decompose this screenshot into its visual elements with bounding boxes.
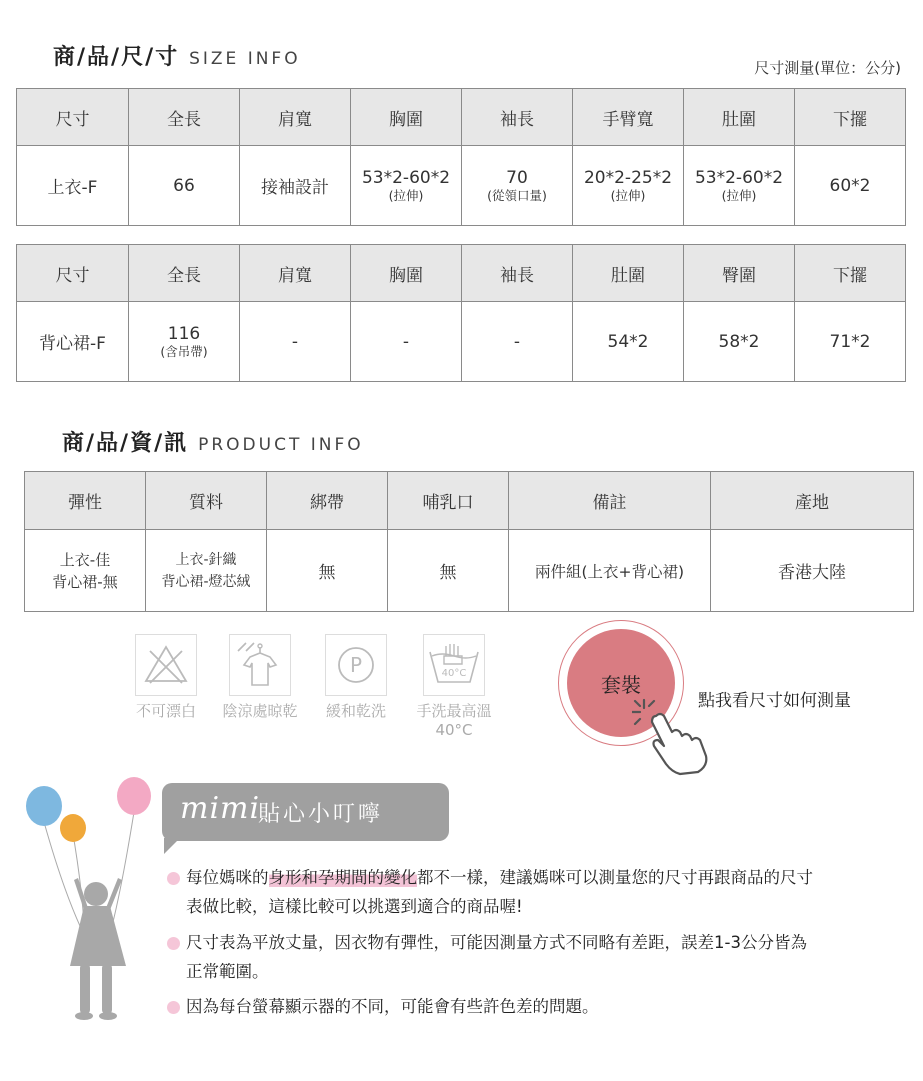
tub-temp-text: 40°C	[441, 668, 467, 679]
header-cell: 質料	[146, 472, 267, 530]
cell-value: -	[513, 331, 521, 352]
cell-line: 上衣-針織	[175, 551, 237, 568]
size-table-bottom	[16, 244, 906, 382]
table-row	[17, 302, 906, 382]
table-cell	[795, 146, 906, 226]
table-cell	[267, 530, 388, 612]
header-cell: 綁帶	[267, 472, 388, 530]
table-cell	[388, 530, 509, 612]
header-cell: 產地	[711, 472, 914, 530]
tips-title: 貼心小叮嚀	[258, 802, 384, 827]
cell-value: 背心裙-F	[39, 334, 106, 354]
header-cell: 全長	[129, 245, 240, 302]
tip-text: 都不一樣，建議媽咪可以測量您的尺寸再跟商品的尺寸	[417, 868, 813, 887]
cell-value: -	[291, 331, 299, 352]
tip-line: 因為每台螢幕顯示器的不同，可能會有些許色差的問題。	[186, 997, 599, 1016]
tip-text: 每位媽咪的	[186, 868, 269, 887]
cell-value: 71*2	[829, 331, 871, 352]
care-item-shade-dry	[214, 634, 306, 721]
cell-note: (含吊帶)	[160, 344, 208, 359]
table-cell	[509, 530, 711, 612]
header-cell: 下擺	[795, 89, 906, 146]
table-cell	[146, 530, 267, 612]
table-cell	[351, 302, 462, 382]
care-label	[404, 702, 504, 740]
product-info-title: 商/品/資/訊	[62, 431, 189, 456]
header-cell: 彈性	[25, 472, 146, 530]
header-cell: 手臂寬	[573, 89, 684, 146]
cell-value: 接袖設計	[261, 178, 329, 198]
header-cell: 胸圍	[351, 245, 462, 302]
header-cell: 臀圍	[684, 245, 795, 302]
cell-value: 58*2	[718, 331, 760, 352]
header-cell: 哺乳口	[388, 472, 509, 530]
size-table-top	[16, 88, 906, 226]
tip-highlight: 身形和孕期間的變化	[268, 868, 417, 887]
cell-note: (從領口量)	[487, 188, 547, 203]
tips-title-script: mimi	[180, 791, 261, 826]
cell-note: (拉伸)	[610, 188, 646, 203]
size-info-subtitle: SIZE INFO	[189, 49, 301, 69]
table-cell	[25, 530, 146, 612]
table-cell	[711, 530, 914, 612]
gentle-dry-clean-icon	[325, 634, 387, 696]
tip-bullet	[167, 1001, 180, 1014]
table-header-row	[17, 245, 906, 302]
size-info-title: 商/品/尺/寸	[53, 45, 180, 70]
header-cell: 肚圍	[684, 89, 795, 146]
table-cell	[240, 146, 351, 226]
header-cell: 全長	[129, 89, 240, 146]
table-cell	[129, 146, 240, 226]
care-item-gentle-dry-clean	[316, 634, 396, 721]
cell-note: (拉伸)	[388, 188, 424, 203]
cell-value: 60*2	[829, 175, 871, 196]
table-cell	[462, 146, 573, 226]
cell-value: 70	[506, 168, 528, 188]
care-item-hand-wash	[404, 634, 504, 740]
shade-dry-icon	[229, 634, 291, 696]
care-label: 陰涼處晾乾	[222, 702, 298, 720]
header-cell: 肚圍	[573, 245, 684, 302]
table-cell	[684, 302, 795, 382]
care-symbol-p: P	[349, 653, 363, 677]
table-cell	[795, 302, 906, 382]
cell-value: 53*2-60*2	[694, 168, 784, 188]
table-cell	[17, 302, 129, 382]
cell-value: 54*2	[607, 331, 649, 352]
table-cell	[240, 302, 351, 382]
unit-note: 尺寸測量(單位：公分)	[754, 59, 901, 77]
cell-value: 20*2-25*2	[583, 168, 673, 188]
header-cell: 肩寬	[240, 89, 351, 146]
tip-line	[186, 866, 813, 890]
cell-line: 背心裙-燈芯絨	[161, 573, 251, 590]
table-row	[17, 146, 906, 226]
header-cell: 胸圍	[351, 89, 462, 146]
cell-value: 116	[167, 324, 201, 344]
table-row	[25, 530, 914, 612]
cell-line: 背心裙-無	[52, 572, 118, 591]
header-cell: 下擺	[795, 245, 906, 302]
table-cell	[573, 302, 684, 382]
table-cell	[17, 146, 129, 226]
table-cell	[351, 146, 462, 226]
tips-title-bubble	[162, 783, 449, 841]
cell-value: 53*2-60*2	[361, 168, 451, 188]
care-label: 緩和乾洗	[325, 702, 386, 720]
cell-line: 無	[318, 563, 336, 583]
table-header-row	[25, 472, 914, 530]
set-badge-label: 套裝	[601, 672, 641, 697]
product-info-table	[24, 471, 914, 612]
care-label-line: 40°C	[435, 721, 473, 739]
product-info-heading	[62, 426, 364, 457]
tip-line-2: 表做比較，這樣比較可以挑選到適合的商品喔!	[186, 897, 523, 916]
tip-bullet	[167, 937, 180, 950]
header-cell: 尺寸	[17, 89, 129, 146]
header-cell: 備註	[509, 472, 711, 530]
cell-line: 無	[439, 563, 457, 583]
tip-bullet	[167, 872, 180, 885]
header-cell: 袖長	[462, 245, 573, 302]
cell-value: 66	[173, 175, 195, 196]
size-info-heading	[53, 40, 301, 71]
cell-line: 香港大陸	[778, 563, 846, 583]
cell-value: 上衣-F	[47, 178, 98, 198]
bubble-tail	[164, 838, 180, 854]
balloon-girl-illustration	[22, 776, 172, 1050]
tip-line: 尺寸表為平放丈量，因衣物有彈性，可能因測量方式不同略有差距，誤差1-3公分皆為	[186, 933, 807, 952]
table-header-row	[17, 89, 906, 146]
table-cell	[573, 146, 684, 226]
care-item-no-bleach	[124, 634, 208, 721]
hand-wash-40-icon	[423, 634, 485, 696]
care-label: 不可漂白	[135, 702, 196, 720]
header-cell: 肩寬	[240, 245, 351, 302]
cell-value: -	[402, 331, 410, 352]
cell-line: 兩件組(上衣+背心裙)	[534, 562, 685, 581]
no-bleach-icon	[135, 634, 197, 696]
header-cell: 袖長	[462, 89, 573, 146]
cell-note: (拉伸)	[721, 188, 757, 203]
header-cell: 尺寸	[17, 245, 129, 302]
table-cell	[462, 302, 573, 382]
product-info-subtitle: PRODUCT INFO	[198, 435, 364, 455]
tip-line-2: 正常範圍。	[186, 962, 269, 981]
measure-guide-link[interactable]: 點我看尺寸如何測量	[698, 691, 851, 711]
cell-line: 上衣-佳	[59, 550, 111, 569]
table-cell	[129, 302, 240, 382]
table-cell	[684, 146, 795, 226]
care-label-line: 手洗最高溫	[416, 702, 492, 720]
